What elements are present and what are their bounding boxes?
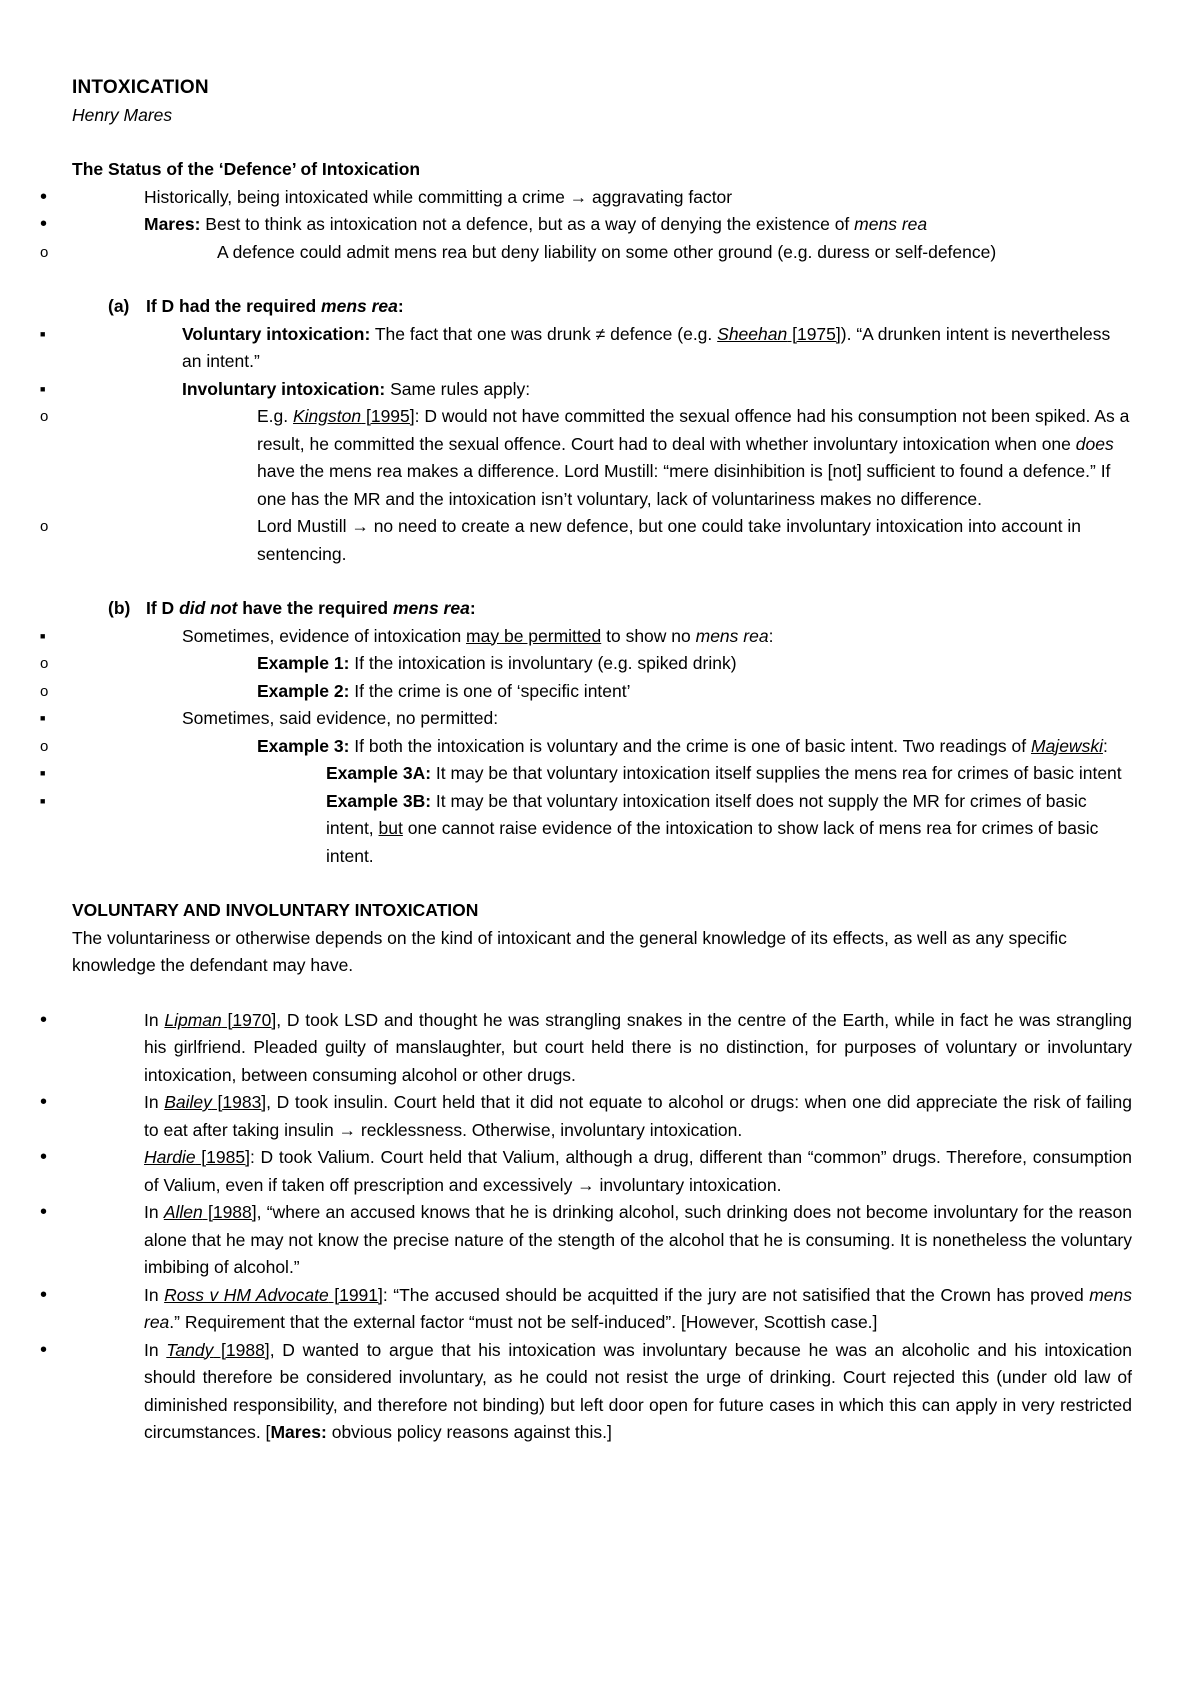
list-item: • Mares: Best to think as intoxication not a defence, but as a way of denying the existence of mens rea: [72, 211, 1132, 239]
voluntary-intro: The voluntariness or otherwise depends on the kind of intoxicant and the general knowledge of its effects, as well as any specific knowledge the defendant may have.: [72, 927, 1067, 975]
list-item: ■ Involuntary intoxication: Same rules apply:: [72, 376, 1132, 404]
list-item: • Historically, being intoxicated while committing a crime → aggravating factor: [72, 184, 1132, 212]
case-hardie: Hardie: [144, 1147, 196, 1167]
section-b-heading: (b) If D did not have the required mens rea:: [108, 598, 476, 618]
case-kingston: Kingston: [293, 406, 362, 426]
case-lipman: Lipman: [164, 1009, 222, 1030]
case-allen: Allen: [163, 1202, 203, 1222]
list-item: ■ Sometimes, said evidence, no permitted:: [72, 705, 1132, 733]
section-a-heading: (a) If D had the required mens rea:: [108, 296, 404, 316]
list-item: • In Allen [1988], “where an accused knows that he is drinking alcohol, such drinking does not become involuntary for the reason alone that he may not know the precise nature of the stength of the alcohol that he is consuming. It is nonetheless the voluntary imbibing of alcohol.”: [72, 1199, 1132, 1282]
case-bailey: Bailey: [164, 1092, 212, 1112]
list-item: • Hardie [1985]: D took Valium. Court held that Valium, although a drug, different than “common” drugs. Therefore, consumption of Valium, even if taken off prescription and excessively → involuntary intoxication.: [72, 1144, 1132, 1199]
list-item: • In Bailey [1983], D took insulin. Court held that it did not equate to alcohol or drugs: when one did appreciate the risk of failing to eat after taking insulin → recklessness. Otherwise, involuntary intoxication.: [72, 1089, 1132, 1144]
list-item: ■ Example 3B: It may be that voluntary intoxication itself does not supply the MR for crimes of basic intent, but one cannot raise evidence of the intoxication to show lack of mens rea for crimes of basic intent.: [72, 788, 1132, 871]
status-heading: The Status of the ‘Defence’ of Intoxication: [72, 159, 421, 179]
list-item: • In Tandy [1988], D wanted to argue that his intoxication was involuntary because he was an alcoholic and his intoxication should therefore be considered involuntary, as he could not resist the urge of drinking. Court rejected this (under old law of diminished responsibility, and therefore not binding) but left door open for future cases in which this can apply in very restricted circumstances. [Mares: obvious policy reasons against this.]: [72, 1337, 1132, 1447]
list-item: o Lord Mustill → no need to create a new defence, but one could take involuntary intoxication into account in sentencing.: [72, 513, 1132, 568]
list-item: o A defence could admit mens rea but deny liability on some other ground (e.g. duress or self-defence): [72, 239, 1132, 267]
list-item: o Example 3: If both the intoxication is voluntary and the crime is one of basic intent. Two readings of Majewski:: [72, 733, 1132, 761]
case-sheehan: Sheehan: [717, 323, 788, 344]
list-item: • In Lipman [1970], D took LSD and thought he was strangling snakes in the centre of the Earth, while in fact he was strangling his girlfriend. Pleaded guilty of manslaughter, but court held there is no distinction, for purposes of voluntary or involuntary intoxication, between consuming alcohol or other drugs.: [72, 1007, 1132, 1090]
document-author: Henry Mares: [72, 104, 173, 125]
list-item: • In Ross v HM Advocate [1991]: “The accused should be acquitted if the jury are not satisified that the Crown has proved mens rea.” Requirement that the external factor “must not be self-induced”. [However, Scottish case.]: [72, 1282, 1132, 1337]
list-item: ■ Voluntary intoxication: The fact that one was drunk ≠ defence (e.g. Sheehan [1975]). “A drunken intent is nevertheless an intent.”: [72, 321, 1132, 376]
section-b-list: [72, 623, 1132, 871]
document-title: INTOXICATION: [72, 77, 209, 98]
voluntary-heading: VOLUNTARY AND INVOLUNTARY INTOXICATION: [72, 900, 479, 920]
list-item: ■ Example 3A: It may be that voluntary intoxication itself supplies the mens rea for crimes of basic intent: [72, 760, 1132, 788]
document-page: [72, 74, 1132, 1447]
list-item: o Example 1: If the intoxication is involuntary (e.g. spiked drink): [72, 650, 1132, 678]
list-item: o Example 2: If the crime is one of ‘specific intent’: [72, 678, 1132, 706]
case-tandy: Tandy: [166, 1339, 214, 1360]
cases-list: [72, 1007, 1132, 1447]
case-majewski: Majewski: [1031, 735, 1103, 756]
case-ross: Ross v HM Advocate: [164, 1284, 329, 1305]
list-item: ■ Sometimes, evidence of intoxication may be permitted to show no mens rea:: [72, 623, 1132, 651]
list-item: o E.g. Kingston [1995]: D would not have committed the sexual offence had his consumption not been spiked. As a result, he committed the sexual offence. Court had to deal with whether involuntary intoxication when one does have the mens rea makes a difference. Lord Mustill: “mere disinhibition is [not] sufficient to found a defence.” If one has the MR and the intoxication isn’t voluntary, lack of voluntariness makes no difference.: [72, 403, 1132, 513]
section-a-list: [72, 321, 1132, 569]
status-list: [72, 184, 1132, 267]
